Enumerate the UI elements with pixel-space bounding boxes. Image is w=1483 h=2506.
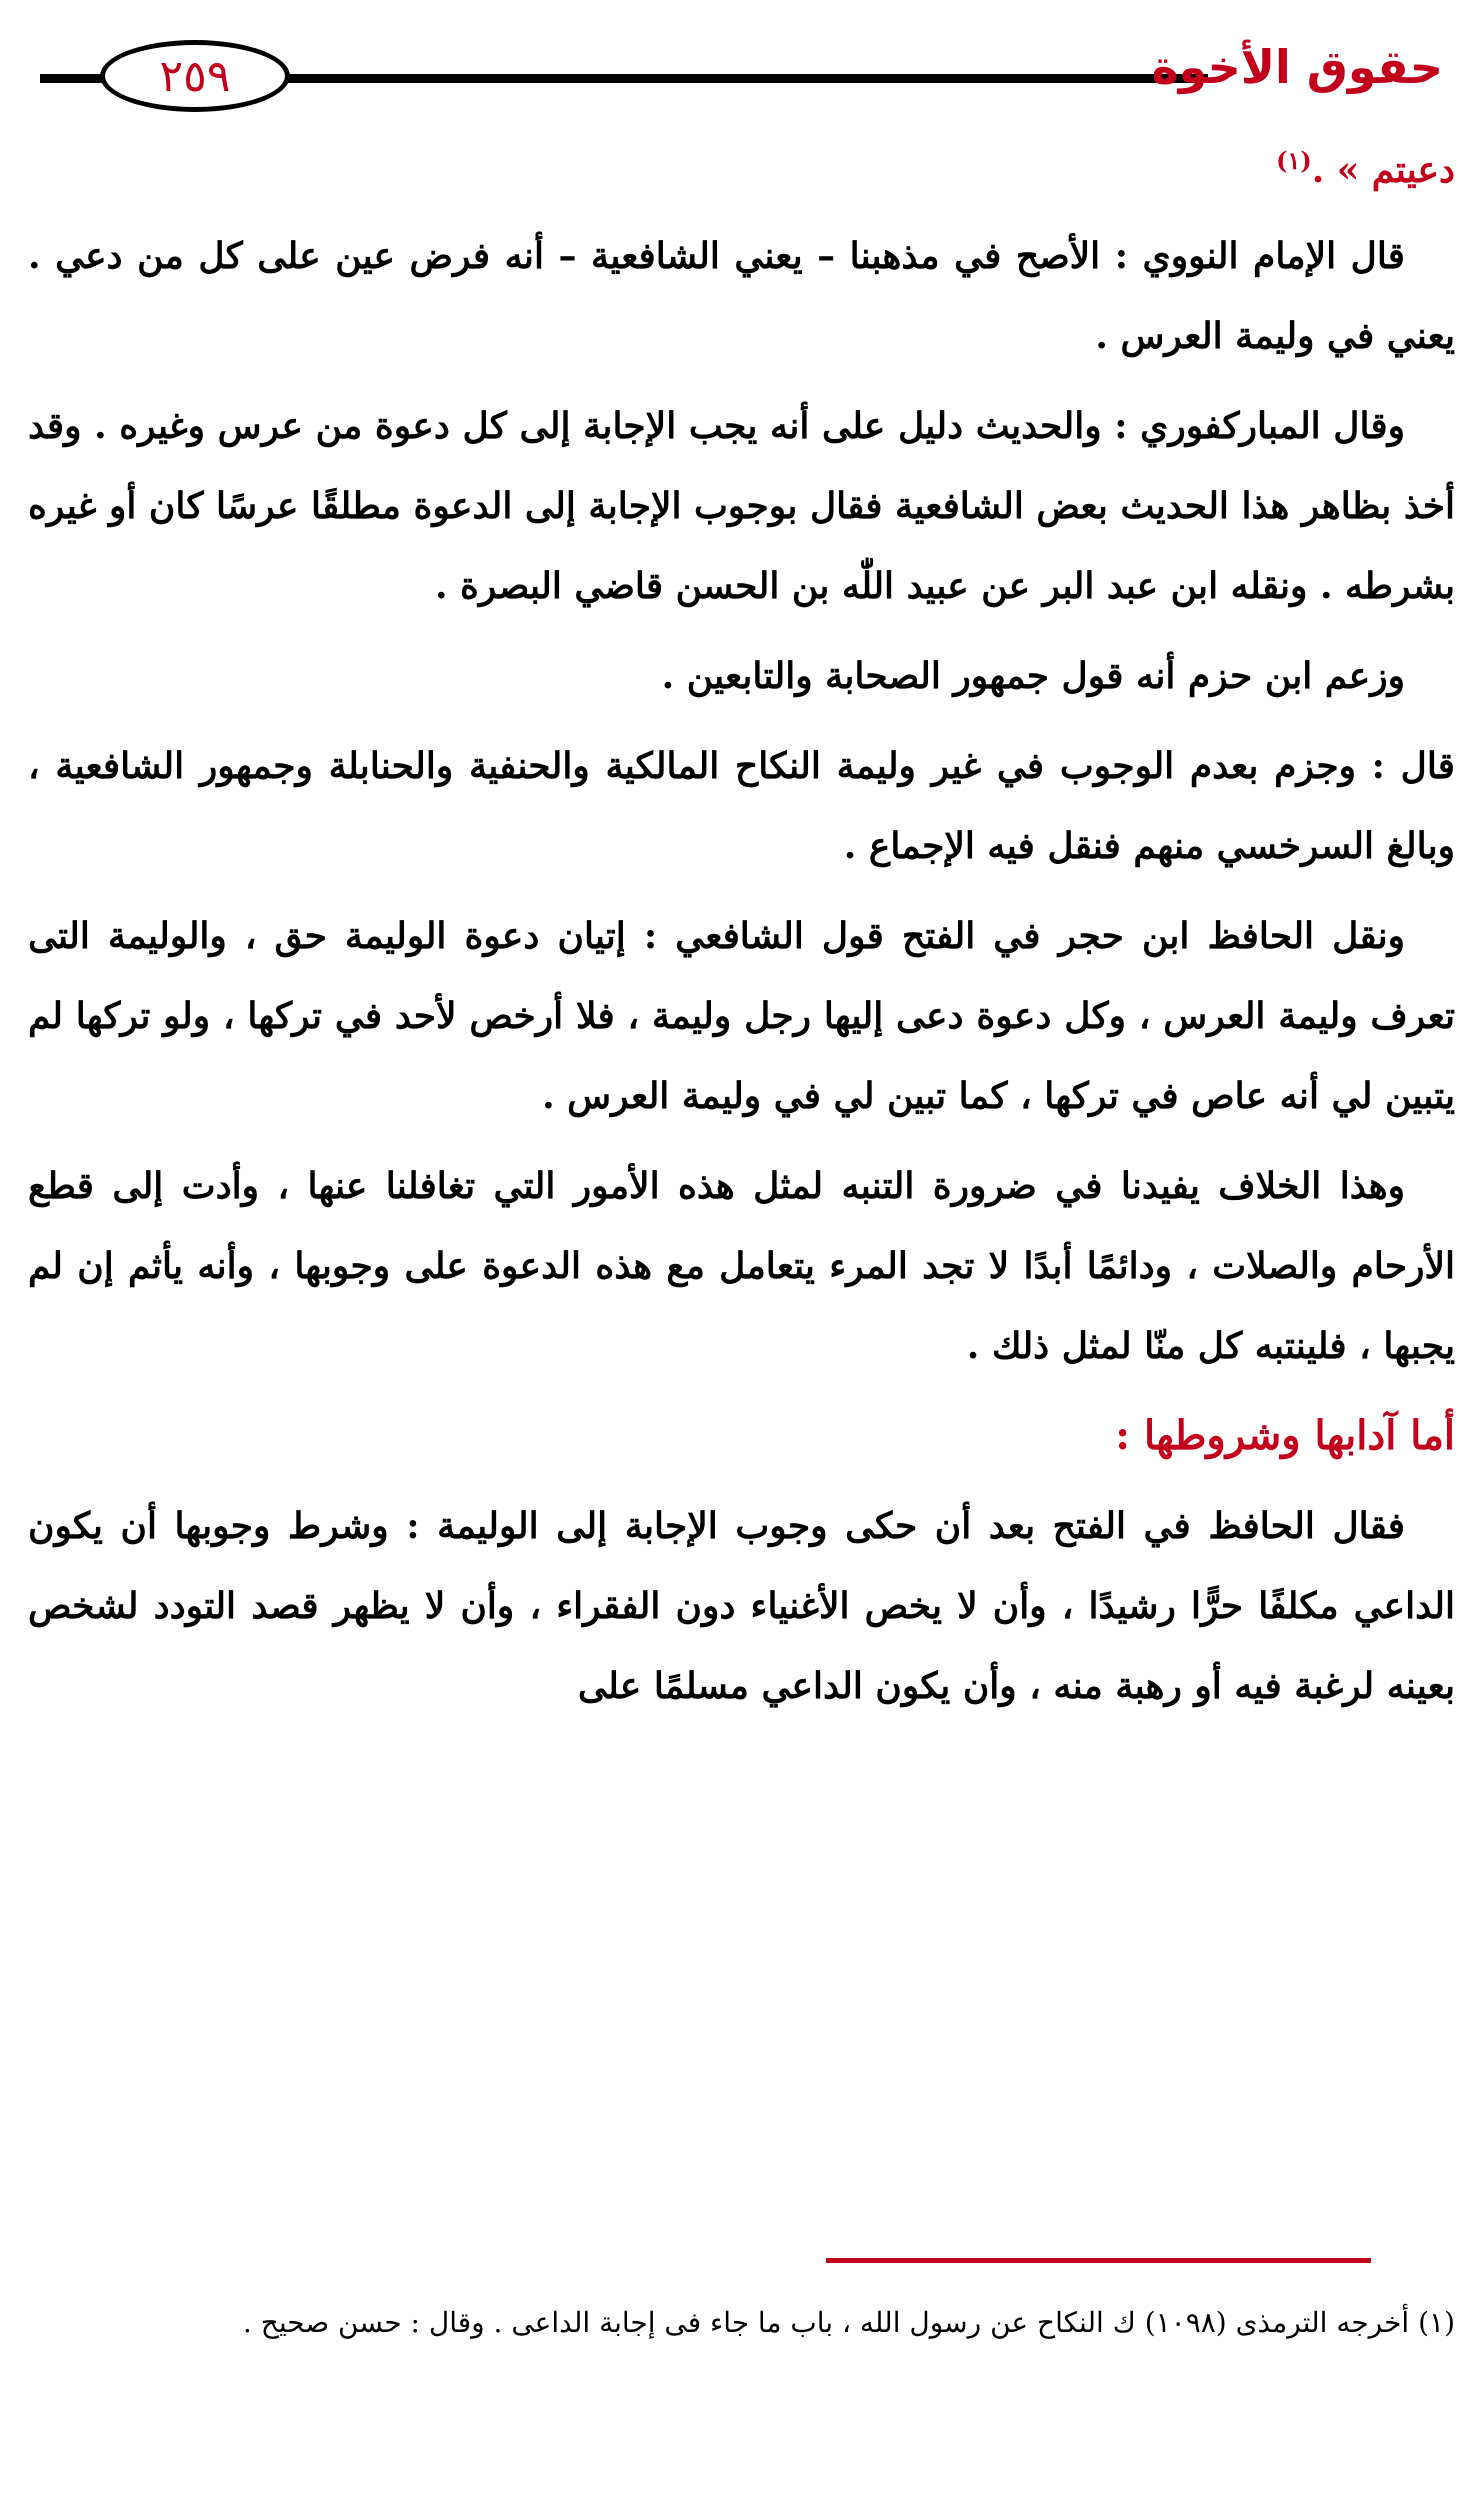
paragraph-qala: قال : وجزم بعدم الوجوب في غير وليمة النكاح المالكية والحنفية والحنابلة وجمهور الشافعية ، وبالغ السرخسي منهم فنقل فيه الإجماع . bbox=[28, 745, 1455, 867]
paragraph-nawawi: قال الإمام النووي : الأصح في مذهبنا – يعني الشافعية – أنه فرض عين على كل من دعي . يعني في وليمة العرس . bbox=[28, 235, 1455, 357]
footnote-reference: (١) bbox=[1276, 146, 1312, 175]
paragraph-final: فقال الحافظ في الفتح بعد أن حكى وجوب الإجابة إلى الوليمة : وشرط وجوبها أن يكون الداعي مكلفًا حرًّا رشيدًا ، وأن لا يخص الأغنياء دون الفقراء ، وأن لا يظهر قصد التودد لشخص بعينه لرغبة فيه أو رهبة منه ، وأن يكون الداعي مسلمًا على bbox=[28, 1505, 1455, 1707]
paragraph-mubarakfuri: وقال المباركفوري : والحديث دليل على أنه يجب الإجابة إلى كل دعوة من عرس وغيره . وقد أخذ بظاهر هذا الحديث بعض الشافعية فقال بوجوب الإجابة إلى الدعوة مطلقًا عرسًا كان أو غيره بشرطه . ونقله ابن عبد البر عن عبيد اللّٰه بن الحسن قاضي البصرة . bbox=[28, 405, 1455, 607]
section-subheading: أما آدابها وشروطها : bbox=[1115, 1412, 1455, 1459]
opening-text: دعيتم » . bbox=[1311, 149, 1455, 191]
paragraph-ibn-hazm: وزعم ابن حزم أنه قول جمهور الصحابة والتابعين . bbox=[661, 655, 1405, 697]
page-number-oval bbox=[100, 40, 290, 112]
paragraph-khilaf: وهذا الخلاف يفيدنا في ضرورة التنبه لمثل هذه الأمور التي تغافلنا عنها ، وأدت إلى قطع الأرحام والصلات ، ودائمًا أبدًا لا تجد المرء يتعامل مع هذه الدعوة على وجوبها ، وأنه يأثم إن لم يجبها ، فلينتبه كل منّا لمثل ذلك . bbox=[28, 1165, 1455, 1367]
page-header bbox=[40, 34, 1443, 114]
footnote-rule bbox=[826, 2258, 1371, 2263]
opening-line bbox=[28, 130, 1455, 210]
paragraph-ibn-hajar: ونقل الحافظ ابن حجر في الفتح قول الشافعي : إتيان دعوة الوليمة حق ، والوليمة التى تعرف وليمة العرس ، وكل دعوة دعى إليها رجل وليمة ، فلا أرخص لأحد في تركها ، ولو تركها لم يتبين لي أنه عاص في تركها ، كما تبين لي في وليمة العرس . bbox=[28, 915, 1455, 1117]
running-title: حقوق الأخوة bbox=[1151, 40, 1443, 94]
footnote: (١) أخرجه الترمذى (١٠٩٨) ك النكاح عن رسول الله ، باب ما جاء فى إجابة الداعى . وقال : حسن صحيح . bbox=[242, 2306, 1455, 2339]
body-text bbox=[28, 130, 1455, 1736]
page-number: ٢٥٩ bbox=[159, 50, 231, 102]
